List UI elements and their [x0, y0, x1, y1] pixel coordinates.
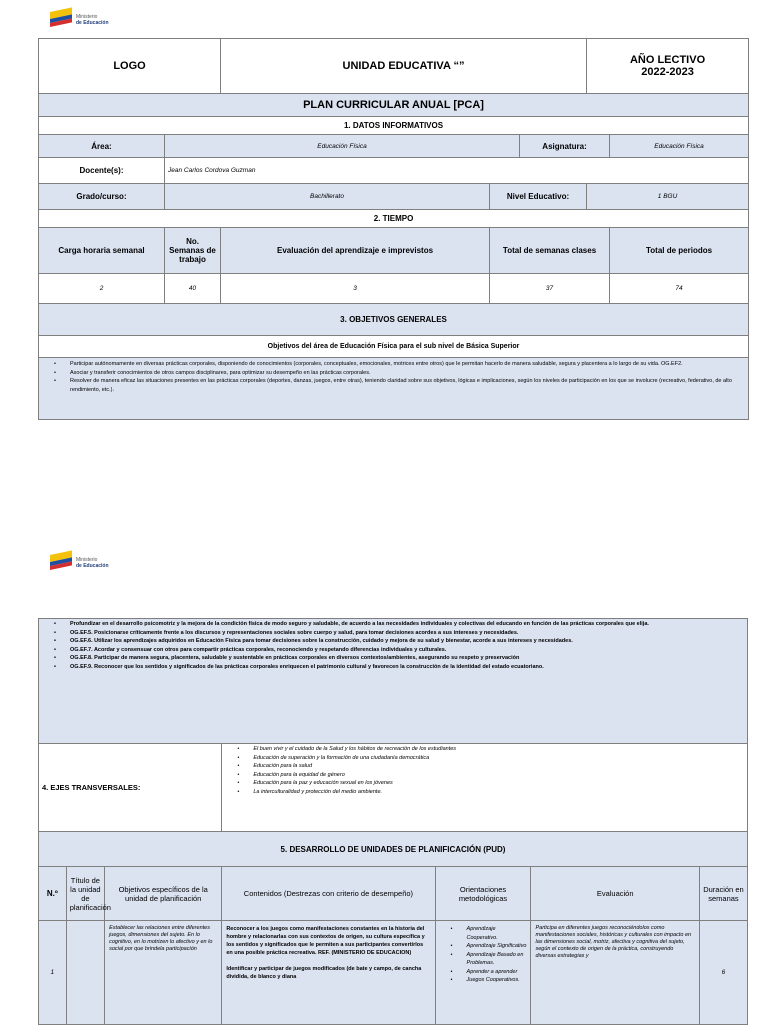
orientacion-item: • Aprendizaje Cooperativo. [439, 925, 528, 942]
nivel-value: 1 BGU [587, 184, 749, 210]
asignatura-value: Educación Física [610, 135, 749, 158]
eje-item: • Educación para la salud [225, 762, 744, 771]
tiempo-h1: Carga horaria semanal [39, 228, 165, 274]
objetivos-subtitle: Objetivos del área de Educación Física para el sub nivel de Básica Superior [39, 336, 749, 358]
docente-value: Jean Carlos Cordova Guzman [165, 158, 749, 184]
pca-table-page2 [38, 618, 748, 1025]
ministerio-text: Ministerio de Educación [76, 14, 109, 26]
eje-item: • La interculturalidad y protección del medio ambiente. [225, 788, 744, 797]
objetivo-item: • Asociar y transferir conocimientos de otros campos disciplinares, para optimizar su desempeño en las prácticas corporales. [42, 369, 745, 378]
objetivos-list-1 [39, 358, 749, 420]
anio-lectivo: AÑO LECTIVO 2022-2023 [587, 39, 749, 94]
pud-h-dur: Duración en semanas [699, 867, 747, 921]
pud-row-orient [435, 921, 531, 1025]
orientacion-item: • Aprendizaje Significativo [439, 942, 528, 951]
eje-item: • Educación de superación y la formación de una ciudadanía democrática [225, 754, 744, 763]
section-5-title: 5. DESARROLLO DE UNIDADES DE PLANIFICACIÓN (PUD) [39, 832, 748, 867]
asignatura-label: Asignatura: [520, 135, 610, 158]
orientacion-item: • Aprender a aprender [439, 968, 528, 977]
objetivo-item: • Participar autónomamente en diversas prácticas corporales, disponiendo de conocimientos (corporales, conceptuales, emocionales, motrices entre otros) que le permitan hacerlo de manera saludable, segura y placentera a lo largo de su vida. OG.EF2. [42, 360, 745, 369]
section-2-title: 2. TIEMPO [39, 210, 749, 228]
tiempo-h2: No. Semanas de trabajo [165, 228, 221, 274]
eje-item: • Educación para la paz y educación sexual en los jóvenes [225, 779, 744, 788]
ecuador-flag-icon [50, 555, 72, 571]
area-label: Área: [39, 135, 165, 158]
grado-value: Bachillerato [165, 184, 490, 210]
tiempo-h5: Total de periodos [610, 228, 749, 274]
objetivo-item: • Resolver de manera eficaz las situaciones presentes en las prácticas corporales (deportes, danzas, juegos, entre otras), teniendo claridad sobre sus objetivos, lógicas e implicaciones, según los niveles de participación en los que se involucre (recreativo, federativo, de alto rendimiento, etc.). [42, 377, 745, 394]
ecuador-flag-icon [50, 12, 72, 28]
orientacion-item: • Juegos Cooperativos. [439, 976, 528, 985]
tiempo-v3: 3 [221, 274, 490, 304]
section-1-title: 1. DATOS INFORMATIVOS [39, 117, 749, 135]
tiempo-v4: 37 [490, 274, 610, 304]
eje-item: • Educación para la equidad de género [225, 771, 744, 780]
docente-label: Docente(s): [39, 158, 165, 184]
plan-title: PLAN CURRICULAR ANUAL [PCA] [39, 94, 749, 117]
objetivo-item: • OG.EF.6. Utilizar los aprendizajes adquiridos en Educación Física para tomar decisiones sobre la construcción, cuidado y mejora de su salud y bienestar, acorde a sus intereses y necesidades. [42, 637, 744, 646]
section-3-title: 3. OBJETIVOS GENERALES [39, 304, 749, 336]
grado-label: Grado/curso: [39, 184, 165, 210]
area-value: Educación Física [165, 135, 520, 158]
nivel-label: Nivel Educativo: [490, 184, 587, 210]
tiempo-v5: 74 [610, 274, 749, 304]
ejes-list [222, 744, 748, 832]
pud-row-titulo [66, 921, 104, 1025]
pud-h-obj: Objetivos específicos de la unidad de planificación [105, 867, 222, 921]
ministerio-logo [50, 12, 109, 28]
ministerio-logo-2 [50, 555, 109, 571]
pud-h-eval: Evaluación [531, 867, 699, 921]
ejes-label: 4. EJES TRANSVERSALES: [39, 744, 222, 832]
tiempo-h3: Evaluación del aprendizaje e imprevistos [221, 228, 490, 274]
pud-row-eval: Participa en diferentes juegos reconociéndolos como manifestaciones sociales, históricas y culturales con impacto en las dimensiones social, motriz, afectiva y cognitiva del sujeto, según el contexto de origen de la práctica, construyendo diversas estrategias y [531, 921, 699, 1025]
tiempo-v1: 2 [39, 274, 165, 304]
objetivo-item: • OG.EF.7. Acordar y consensuar con otros para compartir prácticas corporales, reconociendo y respetando diferencias individuales y culturales. [42, 646, 744, 655]
tiempo-h4: Total de semanas clases [490, 228, 610, 274]
pud-h-orient: Orientaciones metodológicas [435, 867, 531, 921]
pud-h-cont: Contenidos (Destrezas con criterio de desempeño) [222, 867, 435, 921]
objetivos-list-2 [39, 619, 748, 744]
objetivo-item: • OG.EF.9. Reconocer que los sentidos y significados de las prácticas corporales enriquecen el patrimonio cultural y favorecen la construcción de la identidad del estado ecuatoriano. [42, 663, 744, 672]
logo-placeholder: LOGO [39, 39, 221, 94]
pud-row-dur: 6 [699, 921, 747, 1025]
pud-h-titulo: Título de la unidad de planificación [66, 867, 104, 921]
objetivo-item: • OG.EF.8. Participar de manera segura, placentera, saludable y sustentable en prácticas corporales en diversos contextos/ambientes, asegurando su respeto y preservación [42, 654, 744, 663]
pud-row-obj: Establecer las relaciones entre diferentes juegos, dimensiones del sujeto. En lo cognitivo, en lo motrizen lo afectivo y en lo social por que brindela participación [105, 921, 222, 1025]
pud-row-n: 1 [39, 921, 67, 1025]
ministerio-text: Ministerio de Educación [76, 557, 109, 569]
eje-item: • El buen vivir y el cuidado de la Salud y los hábitos de recreación de los estudiantes [225, 745, 744, 754]
pud-row-cont: Reconocer a los juegos como manifestaciones constantes en la historia del hombre y relacionarlas con sus contextos de origen, su cultura específica y los sentidos y significados que le permiten a sus participantes convertirlos en una posible práctica recreativa. REF. (MINISTERIO DE EDUCACION) Identificar y participar de juegos modificados (de bate y campo, de cancha dividida, de blanco y diana [222, 921, 435, 1025]
unidad-educativa: UNIDAD EDUCATIVA “” [221, 39, 587, 94]
orientacion-item: • Aprendizaje Basado en Problemas. [439, 951, 528, 968]
pca-table-page1 [38, 38, 749, 420]
tiempo-v2: 40 [165, 274, 221, 304]
objetivo-item: • Profundizar en el desarrollo psicomotriz y la mejora de la condición física de modo seguro y saludable, de acuerdo a las necesidades individuales y colectivas del educando en función de las prácticas corporales que elija. [42, 620, 744, 629]
pud-h-n: N.º [39, 867, 67, 921]
objetivo-item: • OG.EF.5. Posicionarse críticamente frente a los discursos y representaciones sociales sobre cuerpo y salud, para tomar decisiones acordes a sus intereses y necesidades. [42, 629, 744, 638]
